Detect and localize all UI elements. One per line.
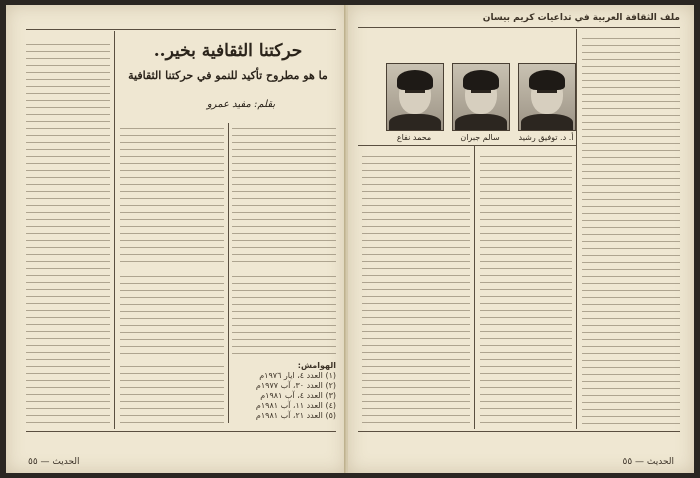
portrait-photo [452, 63, 510, 131]
references-box [232, 361, 336, 427]
reference-item: (٣) العدد ٤، آب ١٩٨١م [260, 391, 336, 400]
article-subtitle: ما هو مطروح تأكيد للنمو في حركتنا الثقافية [128, 69, 328, 82]
page-folio-right: الحديث — ٥٥ [622, 457, 674, 467]
left-text-column [362, 151, 470, 429]
page-folio-left: الحديث — ٥٥ [28, 457, 80, 467]
column-divider [576, 29, 577, 429]
reference-item: (١) العدد ٤، ايار ١٩٧٦م [259, 371, 336, 380]
portrait-photo [386, 63, 444, 131]
photo-caption: محمد نفاع [396, 133, 432, 142]
running-head: ملف الثقافة العربية في تداعيات كريم بيسان [482, 13, 680, 23]
right-text-column [582, 33, 680, 429]
top-rule [26, 29, 336, 30]
lower-text-column-3 [120, 361, 224, 427]
column-divider [474, 145, 475, 429]
reference-item: (٥) العدد ٢١، آب ١٩٨١م [255, 411, 336, 420]
middle-text-column [480, 151, 572, 429]
bottom-rule [26, 431, 336, 432]
reference-item: (٤) العدد ١١، آب ١٩٨١م [255, 401, 336, 410]
top-rule [358, 27, 680, 28]
photo-caption: سالم جبران [460, 133, 500, 142]
middle-text-column-1 [120, 123, 224, 265]
photo-rule [358, 145, 576, 146]
photo-caption: أ. د. توفيق رشيد [518, 133, 574, 142]
lower-text-column-2 [232, 271, 336, 357]
article-title: حركتنا الثقافية بخير.. [153, 41, 303, 61]
inner-column-divider [228, 123, 229, 423]
middle-text-column-2 [232, 123, 336, 265]
column-divider [114, 31, 115, 429]
bottom-rule [358, 431, 680, 432]
lower-text-column-1 [120, 271, 224, 357]
left-text-column [26, 39, 110, 427]
left-page [6, 5, 347, 473]
reference-item: (٢) العدد ٣٠، آب ١٩٧٧م [255, 381, 336, 390]
references-heading: الهوامش: [297, 361, 336, 370]
portrait-photo [518, 63, 576, 131]
article-byline: بقلم: مفيد عمرو [206, 99, 276, 110]
magazine-spread [6, 5, 694, 473]
right-page [348, 5, 694, 473]
